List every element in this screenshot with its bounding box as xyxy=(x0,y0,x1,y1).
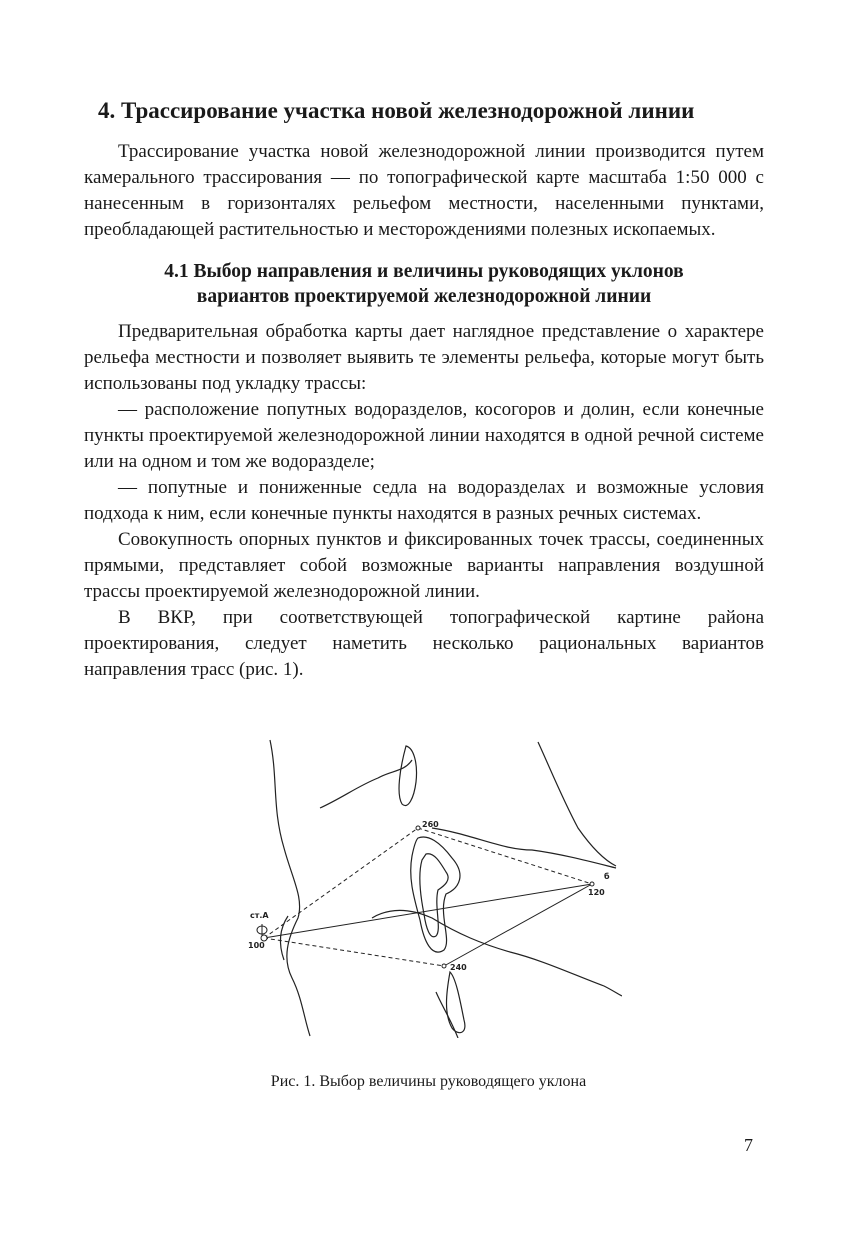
stream-mid xyxy=(432,828,616,868)
point-260 xyxy=(416,826,420,830)
intro-paragraph: Трассирование участка новой железнодорожной линии производится путем камерального трассирования — по топографической карте масштаба 1:50 000 с нанесенным в горизонталях рельефом местности, населенными пунктами, преобладающей растительностью и месторождениями полезных ископаемых. xyxy=(84,141,764,240)
contour-bottom-hill xyxy=(447,972,465,1033)
label-260: 260 xyxy=(422,820,439,829)
subsection-heading xyxy=(84,259,764,309)
contour-top-hill xyxy=(399,746,416,806)
paragraph-3: — попутные и пониженные седла на водоразделах и возможные условия подхода к ним, если конечные пункты находятся в разных речных системах. xyxy=(84,477,764,524)
route-map-figure xyxy=(232,738,622,1038)
label-100: 100 xyxy=(248,941,265,950)
paragraph-1: Предварительная обработка карты дает наглядное представление о характере рельефа местности и позволяет выявить те элементы рельефа, которые могут быть использованы под укладку трассы: xyxy=(84,321,764,394)
label-b: б xyxy=(604,872,610,881)
figure-caption: Рис. 1. Выбор величины руководящего уклона xyxy=(270,1073,587,1090)
point-240 xyxy=(442,964,446,968)
river-left xyxy=(270,740,310,1036)
paragraph-2: — расположение попутных водоразделов, косогоров и долин, если конечные пункты проектируемой железнодорожной линии находятся в одной речной системе или на одном и том же водоразделе; xyxy=(84,399,764,472)
river-right xyxy=(538,742,616,866)
route-line-a-240 xyxy=(264,938,444,966)
page-content xyxy=(84,96,764,683)
label-240: 240 xyxy=(450,963,467,972)
subheading-line-2: вариантов проектируемой железнодорожной линии xyxy=(196,286,652,307)
paragraph-4: Совокупность опорных пунктов и фиксированных точек трассы, соединенных прямыми, представляет собой возможные варианты направления воздушной трассы проектируемой железнодорожной линии. xyxy=(84,529,764,602)
paragraph-5: В ВКР, при соответствующей топографической картине района проектирования, следует наметить несколько рациональных вариантов направления трасс (рис. 1). xyxy=(84,607,764,680)
stream-top xyxy=(320,760,412,808)
subheading-line-1: 4.1 Выбор направления и величины руководящих уклонов xyxy=(164,261,684,282)
point-b xyxy=(590,882,594,886)
section-heading: 4. Трассирование участка новой железнодорожной линии xyxy=(98,98,695,123)
stream-lower xyxy=(372,910,622,996)
contour-main-outer xyxy=(411,837,460,952)
page-number: 7 xyxy=(744,1135,753,1155)
route-line-a-260 xyxy=(264,828,418,938)
label-120: 120 xyxy=(588,888,605,897)
label-station: ст.А xyxy=(250,911,269,920)
